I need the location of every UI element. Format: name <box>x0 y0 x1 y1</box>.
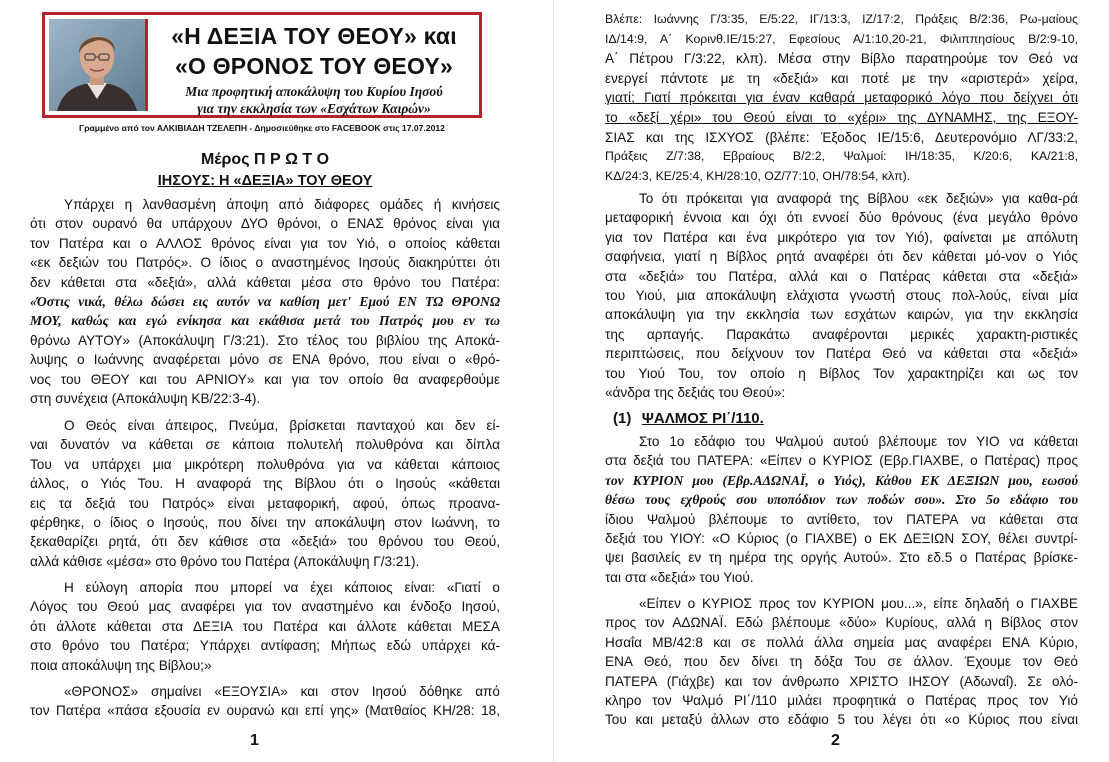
text-line: Στο 1ο εδάφιο του Ψαλμού αυτού βλέπουμε τον ΥΙΟ να κάθεται <box>639 434 1078 449</box>
paragraph-4 <box>605 594 1078 730</box>
psalm-heading <box>613 410 764 428</box>
text-line: γιατί; Γιατί πρόκειται για έναν καθαρά μεταφορικό λόγο που δείχνει ότι <box>605 90 1078 106</box>
text-line: του Υιού Του, τον οποίο η Βίβλος Τον χαρακτηρίζει και ως τον <box>605 365 1078 381</box>
text-line: τον Πατέρα και ο ΑΛΛΟΣ θρόνος είναι για τον Υιό, ο οποίος κάθεται <box>30 235 500 251</box>
text-line: Του και μεταξύ άλλων στο εδάφιο 5 του λέγει ότι «ο Κύριος που είναι <box>605 712 1078 728</box>
text-line: φέρθηκε, ο ίδιος ο Ιησούς, που δίνει την αποκάλυψη στον Ιωάννη, το <box>30 515 500 531</box>
text-line: τον Πατέρα «πάσα εξουσία εν ουρανώ και επί γης» (Ματθαίος ΚΗ/28: 18, <box>30 703 500 719</box>
heading-text: ΨΑΛΜΟΣ ΡΙ΄/110. <box>641 410 764 427</box>
paragraph-3 <box>605 432 1078 587</box>
text-line: στη συνέχεια (Αποκάλυψη ΚΒ/22:3-4). <box>30 391 261 407</box>
main-title-line-1: «Η ΔΕΞΙΑ ΤΟΥ ΘΕΟΥ» και <box>171 23 457 49</box>
text-line: στα «δεξιά» του Πατέρα, αλλά και ο Πατέρας κάθεται στα «δεξιά» <box>605 268 1078 284</box>
paragraph-4 <box>30 682 500 721</box>
text-line: ξεκαθαρίζει ρητά, ότι δεν κάθισε στα «δεξιά» του θρόνου του Θεού, <box>30 534 500 550</box>
text-line: ίδιου Ψαλμού βλέπουμε το αντίθετο, τον ΠΑΤΕΡΑ να κάθεται στα <box>605 511 1078 527</box>
text-line: ενεργεί πάντοτε με τη «δεξιά» και ποτέ με την «αριστερά» χείρα, <box>605 70 1078 86</box>
main-title-line-2: «Ο ΘΡΟΝΟΣ ΤΟΥ ΘΕΟΥ» <box>175 53 453 79</box>
text-line: άλλος, ο Υιός Του. Η αναφορά της Βίβλου ότι ο Ιησούς «κάθεται <box>30 476 500 492</box>
text-line: Ησαΐα ΜΒ/42:8 και σε πολλά άλλα σημεία μας αναφέρει ΕΝΑ Κύριο, <box>605 634 1078 650</box>
text-line: ΕΝΑ Θεό, που δεν δίνει τη δόξα Του σε άλλον. Έχουμε τον Θεό <box>605 654 1078 670</box>
page-number: 1 <box>250 732 259 749</box>
text-line: Του να υπάρχει μια μικρότερη πολυθρόνα για να κάθεται κάποιος <box>30 456 500 472</box>
left-page <box>0 0 540 762</box>
paragraph-1 <box>30 195 500 408</box>
page-number: 2 <box>831 732 840 749</box>
text-line: ποια αποκάλυψη της Βίβλου;» <box>30 657 212 673</box>
text-line: τον ΚΥΡΙΟΝ μου (Εβρ.ΑΔΩΝΑΪ, ο Υιός), Κάθου ΕΚ ΔΕΞΙΩΝ μου, εωσού <box>605 472 1078 488</box>
text-line: «ΘΡΟΝΟΣ» σημαίνει «ΕΞΟΥΣΙΑ» και στον Ιησού δόθηκε από <box>64 684 500 699</box>
text-line: λυψης ο Ιωάννης αναφέρεται μόνο σε ΕΝΑ θρόνο, που είναι ο «θρό- <box>30 352 500 368</box>
text-line: ΠΑΤΕΡΑ (Γιάχβε) και τον άνθρωπο ΧΡΙΣΤΟ ΙΗΣΟΥ (Αδωναΐ). Σε ολό- <box>605 673 1078 689</box>
text-line: Βλέπε: Ιωάννης Γ/3:35, Ε/5:22, ΙΓ/13:3, ΙΖ/17:2, Πράξεις Β/2:36, Ρω-μαίους <box>605 12 1078 26</box>
text-line: Ο Θεός είναι άπειρος, Πνεύμα, βρίσκεται πανταχού και δεν εί- <box>64 418 500 433</box>
title-area <box>149 21 479 117</box>
text-line: κληρο τον Ψαλμό ΡΙ΄/110 μιλάει προφητικά ο Πατέρας προς τον Υιό <box>605 693 1078 709</box>
text-line: Α΄ Πέτρου Γ/3:22, κλπ). Μέσα στην Βίβλο παρατηρούμε τον Θεό να <box>605 51 1078 67</box>
text-line: μεταφορική έννοια και όχι ότι εννοεί δύο θρόνους (ένα μεγάλο θρόνο <box>605 210 1078 226</box>
text-line: θέσω τους εχθρούς σου υποπόδιον των ποδών σου». Στο 5ο εδάφιο του <box>605 492 1078 508</box>
author-photo <box>49 19 148 111</box>
text-line: ται στα «δεξιά» του Υιού. <box>605 569 754 585</box>
paragraph-2 <box>605 189 1078 402</box>
text-line: το «δεξί χέρι» του Θεού είναι το «χέρι» της ΔΥΝΑΜΗΣ, της ΕΞΟΥ- <box>605 109 1078 125</box>
part-title: Μέρος Π Ρ Ω Τ Ο <box>200 151 330 168</box>
text-line: νος του ΘΕΟΥ και του ΑΡΝΙΟΥ» και για τον οποίο θα αναφερθούμε <box>30 371 500 387</box>
text-line: προς τον ΑΔΩΝΑΪ. Εδώ βλέπουμε «δύο» Κυρίους, αλλά η Βίβλος στον <box>605 615 1078 631</box>
text-line: ναι δυνατόν να κάθεται σε κάποια πολυτελή πολυθρόνα και δίπλα <box>30 437 500 453</box>
text-line: περιπτώσεις, που δείχνουν τον Πατέρα Θεό να κάθεται στα «δεξιά» <box>605 346 1078 362</box>
right-page <box>565 0 1095 762</box>
text-line: στα δεξιά του ΠΑΤΕΡΑ: «Είπεν ο ΚΥΡΙΟΣ (Εβρ.ΓΙΑΧΒΕ, ο Πατέρας) προς <box>605 453 1078 469</box>
subtitle-line-1: Μια προφητική αποκάλυψη του Κυρίου Ιησού <box>185 84 443 99</box>
page-gutter <box>553 0 554 762</box>
text-line: σαφήνεια, γιατί η Βίβλος ρητά αναφέρει ότι δεν κάθεται μό-νον ο Υιός <box>605 249 1078 265</box>
text-line: αλλά κάθισε «μέσα» στο θρόνο του Πατέρα (Αποκάλυψη Γ/3:21). <box>30 553 420 569</box>
text-line: ΣΙΑΣ και της ΙΣΧΥΟΣ (βλέπε: Έξοδος ΙΕ/15:6, Δευτερονόμιο ΛΓ/33:2, <box>605 129 1078 145</box>
paragraph-3 <box>30 578 500 675</box>
text-line: «άνδρα της δεξιάς του Θεού»: <box>605 385 786 401</box>
text-line: ΙΔ/14:9, Α΄ Κορινθ.ΙΕ/15:27, Εφεσίους Α/1:10,20-21, Φιλιππησίους Β/2:9-10, <box>605 31 1078 46</box>
text-line: θρόνω ΑΥΤΟΥ» (Αποκάλυψη Γ/3:21). Στο τέλος του βιβλίου της Αποκά- <box>30 332 500 348</box>
byline: Γραμμένο από τον ΑΛΚΙΒΙΑΔΗ ΤΖΕΛΕΠΗ - Δημοσιεύθηκε στο FACEBOOK στις 17.07.2012 <box>79 123 445 133</box>
text-line: για τον Πατέρα και ένα μικρότερο για τον Υιό), φαίνεται με απόλυτη <box>605 229 1078 245</box>
section-title: ΙΗΣΟΥΣ: Η «ΔΕΞΙΑ» ΤΟΥ ΘΕΟΥ <box>157 173 373 189</box>
text-line: ΜΟΥ, καθώς και εγώ ενίκησα και εκάθισα μετά του Πατρός μου εν τω <box>30 313 500 329</box>
text-line: «Είπεν ο ΚΥΡΙΟΣ προς τον ΚΥΡΙΟΝ μου...», είπε δηλαδή ο ΓΙΑΧΒΕ <box>639 596 1078 611</box>
references-block <box>605 10 1078 186</box>
text-line: «εκ δεξιών του Πατρός». Ο ίδιος ο αναστημένος Ιησούς διακηρύττει ότι <box>30 255 500 271</box>
paragraph-2 <box>30 416 500 571</box>
text-line: εις τα δεξιά του Πατρός» είναι μεταφορική, αφού, όπως προανα- <box>30 495 500 511</box>
heading-number: (1) <box>613 410 632 427</box>
text-line: ΚΔ/24:3, ΚΕ/25:4, ΚΗ/28:10, ΟΖ/77:10, ΟΗ/78:54, κλπ). <box>605 168 911 183</box>
text-line: ψει βασιλείς εν τη ημέρα της οργής Αυτού». Στο εδ.5 ο Πατέρας βρίσκε- <box>605 550 1078 566</box>
text-line: ότι στον ουρανό θα υπάρχουν ΔΥΟ θρόνοι, ο ΕΝΑΣ θρόνος είναι για <box>30 216 500 232</box>
text-line: της αρπαγής. Παρακάτω αναφέρονται μερικές χαρακτη-ριστικές <box>605 326 1078 342</box>
text-line: ότι άλλοτε κάθεται στα ΔΕΞΙΑ του Πατέρα και άλλοτε κάθεται ΜΕΣΑ <box>30 618 500 634</box>
text-line: Πράξεις Ζ/7:38, Εβραίους Β/2:2, Ψαλμοί: ΙΗ/18:35, Κ/20:6, ΚΑ/21:8, <box>605 149 1078 164</box>
text-line: «Όστις νικά, θέλω δώσει εις αυτόν να καθίση μετ' Εμού ΕΝ ΤΩ ΘΡΟΝΩ <box>30 294 500 310</box>
text-line: στο θρόνο του Πατέρα; Υπάρχει αντίφαση; Μήπως εδώ υπάρχει κά- <box>30 638 500 654</box>
text-line: δεν κάθεται στα «δεξιά», αλλά κάθεται μέσα στο θρόνο του Πατέρα: <box>30 274 500 290</box>
text-line: του Υιού, μια αποκάλυψη ελάχιστα γνωστή στους πολ-λούς, είναι μία <box>605 288 1078 304</box>
subtitle-line-2: για την εκκλησία των «Εσχάτων Καιρών» <box>197 101 431 116</box>
text-line: Το ότι πρόκειται για αναφορά της Βίβλου «εκ δεξιών» για καθα-ρά <box>639 191 1078 206</box>
text-line: δεξιά του ΥΙΟΥ: «Ο Κύριος (ο ΓΙΑΧΒΕ) ο ΕΚ ΔΕΞΙΩΝ ΣΟΥ, θέλει συντρί- <box>605 531 1078 547</box>
title-box <box>42 12 482 118</box>
text-line: Η εύλογη απορία που μπορεί να έχει κάποιος είναι: «Γιατί ο <box>64 580 500 595</box>
text-line: Λόγος του Θεού μας αναφέρει για τον αναστημένο και ένδοξο Ιησού, <box>30 599 500 615</box>
text-line: Υπάρχει η λανθασμένη άποψη από διάφορες ομάδες ή κινήσεις <box>64 197 500 212</box>
text-line: αποκάλυψη για την εκκλησία των εσχάτων καιρών, για την εκκλησία <box>605 307 1078 323</box>
